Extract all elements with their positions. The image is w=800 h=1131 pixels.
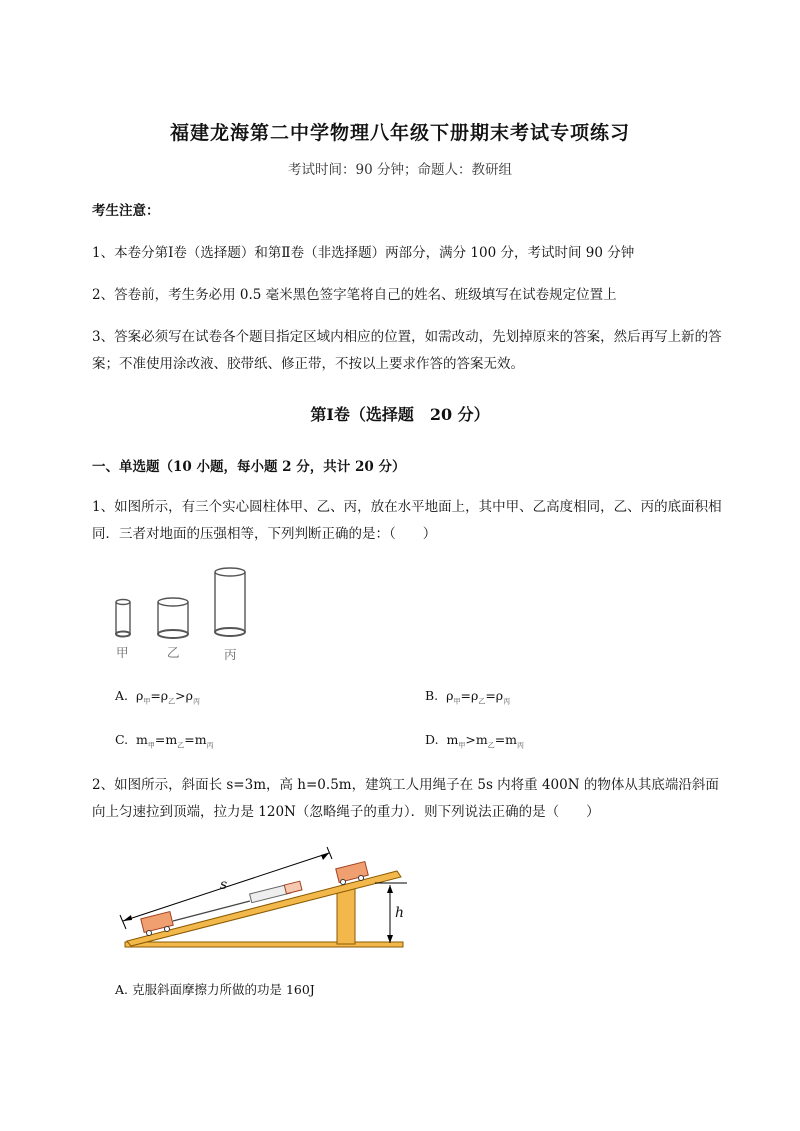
- incline-figure: [115, 845, 415, 955]
- page-title: 福建龙海第二中学物理八年级下册期末考试专项练习: [169, 122, 630, 144]
- part-heading: 一、单选题（10 小题，每小题 2 分，共计 20 分）: [92, 459, 406, 475]
- option-b[interactable]: B. $\rho_甲=\rho_乙=\rho_丙$: [425, 688, 511, 706]
- question-1-stem: 1、如图所示，有三个实心圆柱体甲、乙、丙，放在水平地面上，其中甲、乙高度相同，乙、丙的底面积相同．三者对地面的压强相等，下列判断正确的是：（ ）: [92, 499, 722, 542]
- cylinder-label-bing: 丙: [224, 647, 237, 662]
- exam-info: 考试时间：90 分钟；命题人：教研组: [288, 162, 512, 178]
- label-s: s: [220, 877, 228, 893]
- notice-heading: 考生注意：: [92, 203, 160, 219]
- notice-item-1: 1、本卷分第Ⅰ卷（选择题）和第Ⅱ卷（非选择题）两部分，满分 100 分，考试时间 90 分钟: [92, 245, 635, 261]
- option-d[interactable]: D. $m_甲>m_乙=m_丙$: [425, 732, 525, 750]
- section-title: 第Ⅰ卷（选择题 20 分）: [310, 405, 490, 424]
- option-a[interactable]: A. $\rho_甲=\rho_乙>\rho_丙$: [115, 688, 200, 706]
- q2-option-a[interactable]: A. 克服斜面摩擦力所做的功是 160J: [115, 982, 315, 997]
- cylinder-label-yi: 乙: [167, 645, 180, 660]
- option-c[interactable]: C. $m_甲=m_乙=m_丙$: [115, 732, 214, 750]
- notice-item-2: 2、答卷前，考生务必用 0.5 毫米黑色签字笔将自己的姓名、班级填写在试卷规定位置上: [92, 287, 617, 303]
- cylinder-label-jia: 甲: [116, 645, 129, 660]
- question-2-stem: 2、如图所示，斜面长 s=3m，高 h=0.5m，建筑工人用绳子在 5s 内将重 400N 的物体从其底端沿斜面向上匀速拉到顶端，拉力是 120N（忽略绳子的重力）．则下列说法正确的是（ ）: [92, 777, 719, 820]
- cylinders-figure: [105, 560, 265, 665]
- label-h: h: [395, 905, 405, 921]
- notice-item-3: 3、答案必须写在试卷各个题目指定区域内相应的位置，如需改动，先划掉原来的答案，然后再写上新的答案；不准使用涂改液、胶带纸、修正带，不按以上要求作答的答案无效。: [92, 329, 722, 372]
